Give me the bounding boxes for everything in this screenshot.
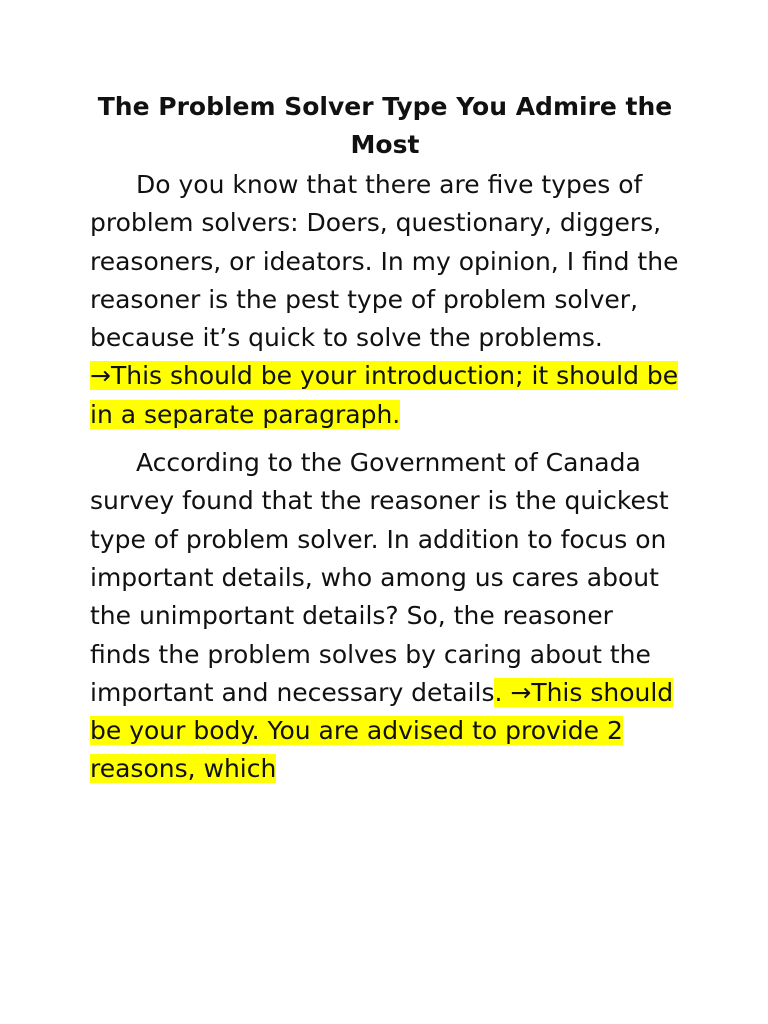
paragraph-body xyxy=(90,444,680,789)
paragraph-text: Do you know that there are five types of problem solvers: Doers, questionary, diggers, reasoners, or ideators. In my opinion, I find the reasoner is the pest type of problem solver, because it’s quick to solve the problems. xyxy=(90,170,679,353)
document-title: The Problem Solver Type You Admire the Most xyxy=(97,92,673,159)
highlighted-period: . xyxy=(494,677,503,707)
paragraph-introduction xyxy=(90,166,680,434)
highlighted-comment: →This should be your introduction; it should be in a separate paragraph. xyxy=(90,361,679,429)
document-page xyxy=(90,88,680,799)
paragraph-text: According to the Government of Canada survey found that the reasoner is the quickest type of problem solver. In addition to focus on important details, who among us cares about the unimportant details? So, the reasoner finds the problem solves by caring about the important and necessary details xyxy=(90,448,669,707)
highlighted-comment: →This should be your body. You are advised to provide 2 reasons, which xyxy=(90,677,674,784)
